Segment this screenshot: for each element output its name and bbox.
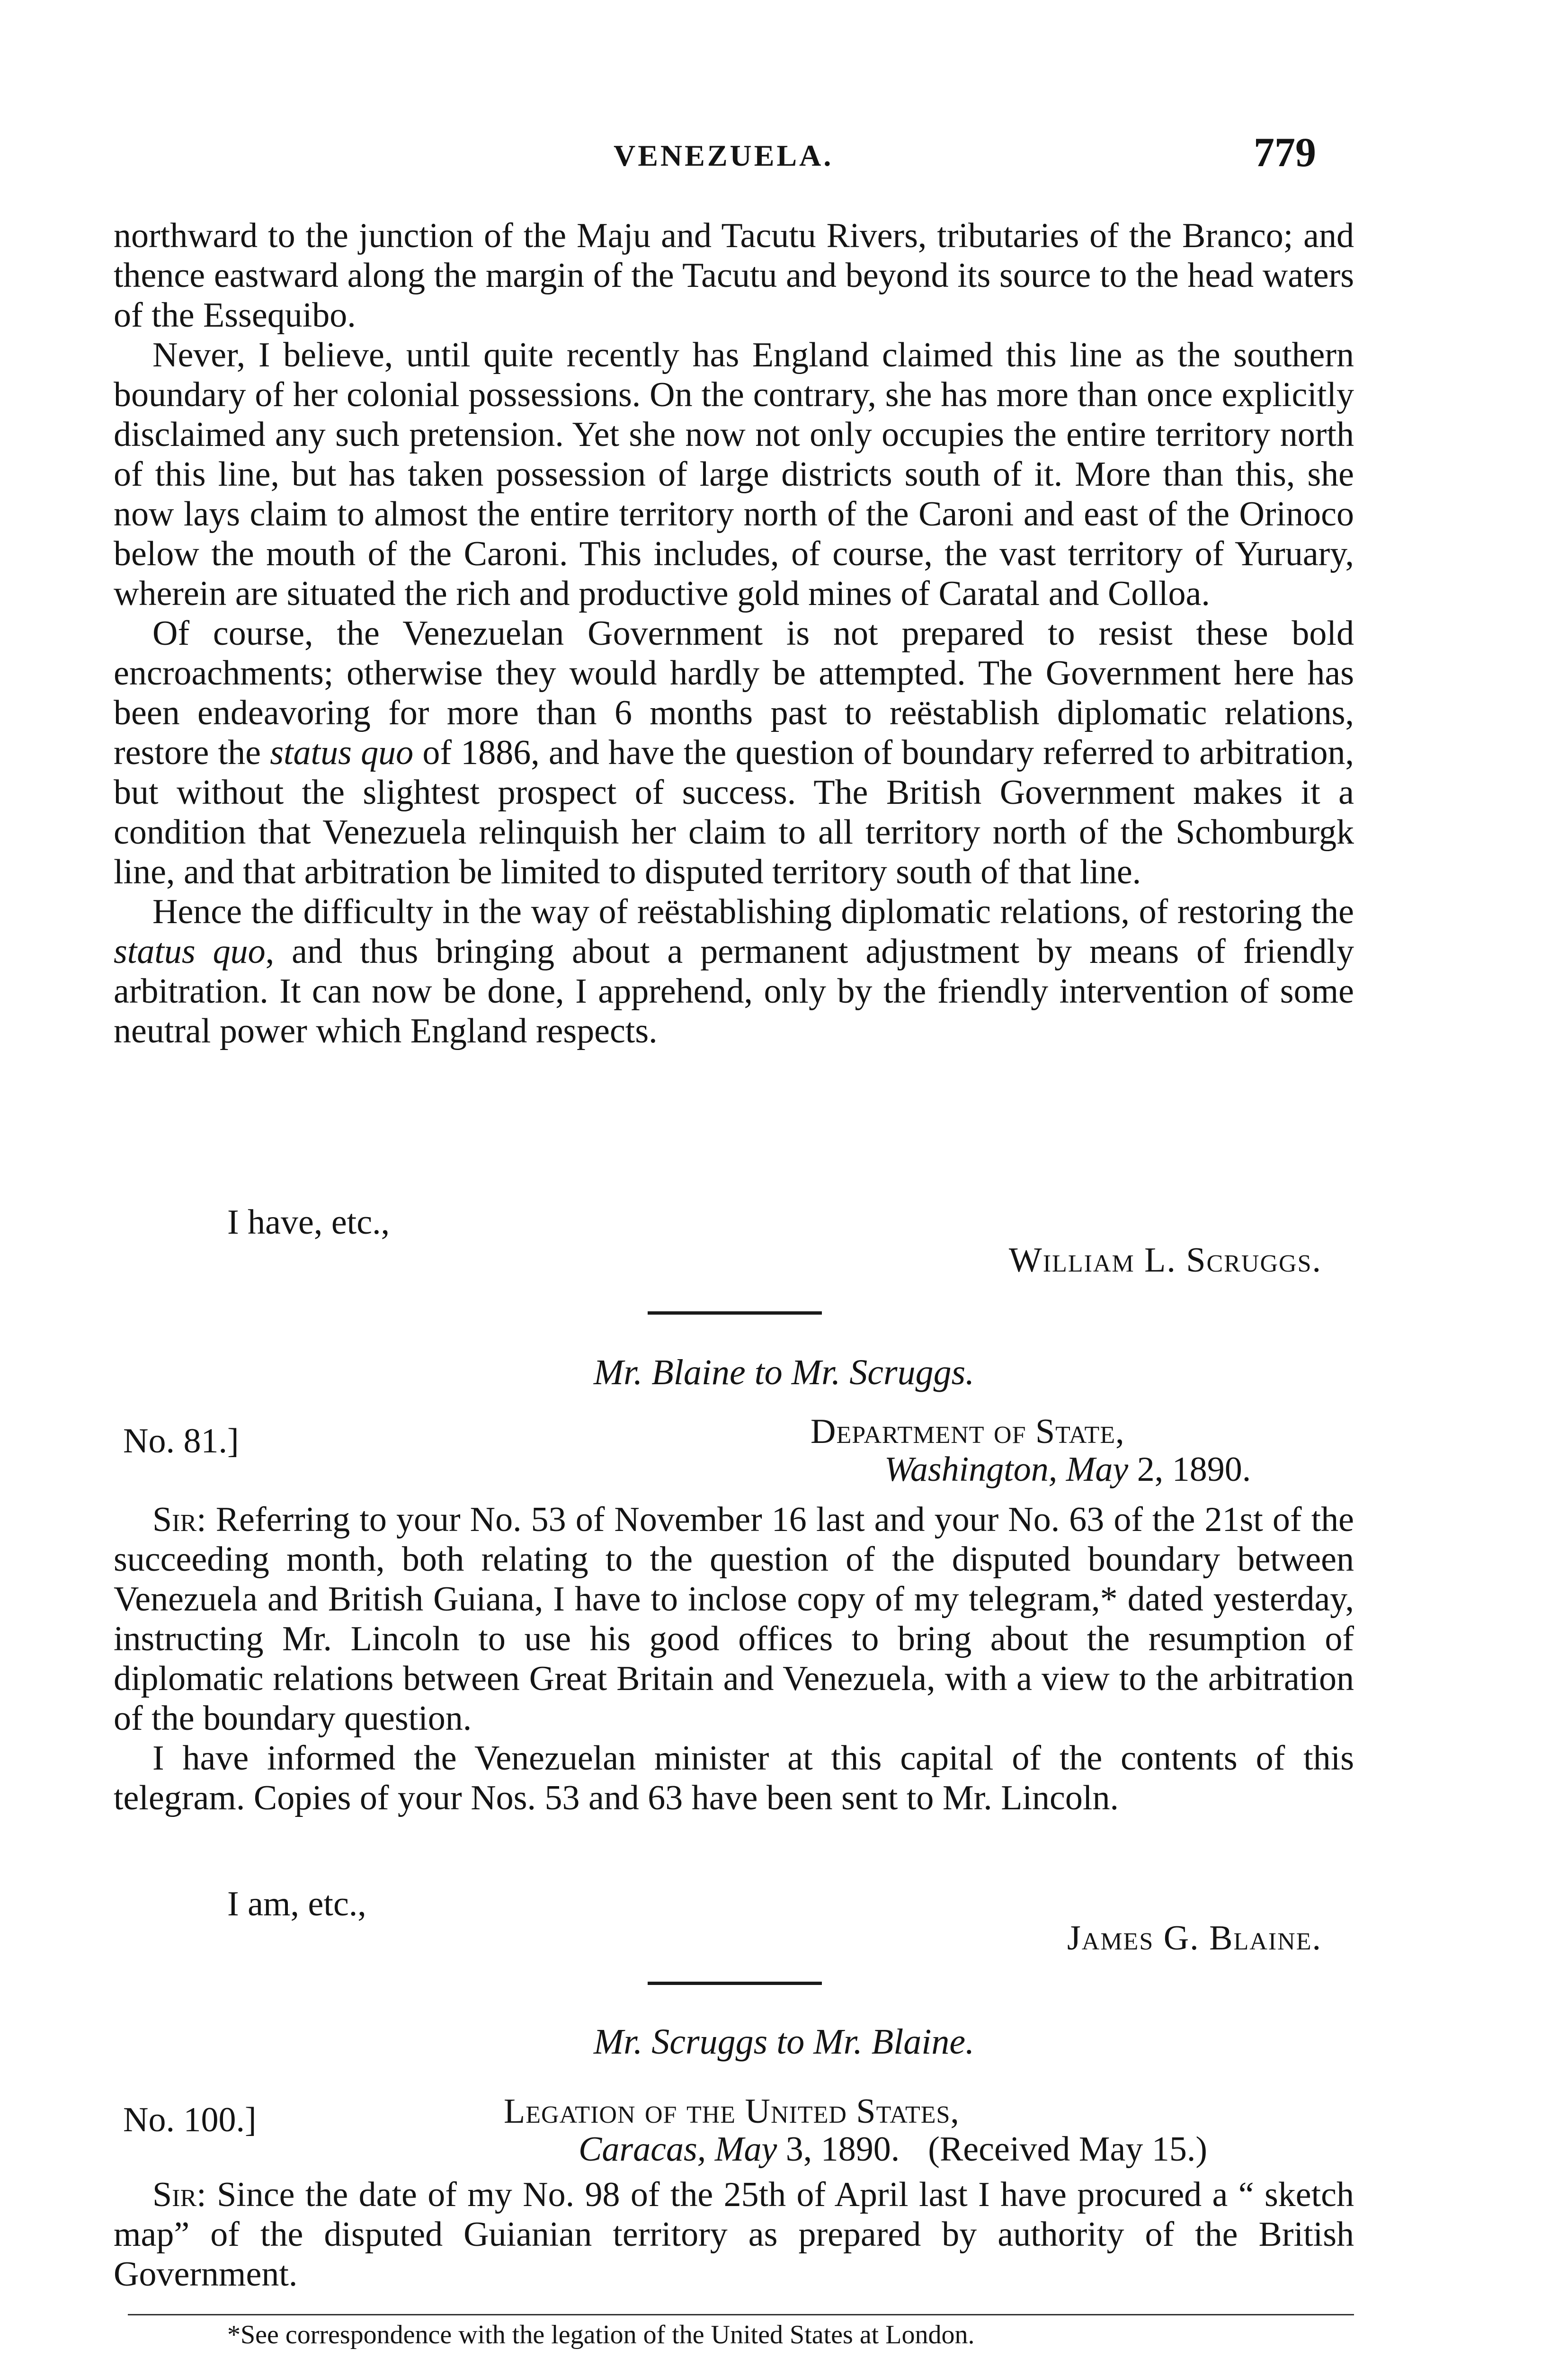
place: Caracas, May	[579, 2130, 777, 2169]
salutation: Sir	[152, 1500, 197, 1539]
sender-office: Legation of the United States,	[504, 2092, 960, 2131]
place: Washington, May	[884, 1450, 1129, 1489]
letter1-body	[114, 216, 1354, 1051]
paragraph	[114, 614, 1354, 892]
paragraph: I have informed the Venezuelan minister at this capital of the contents of this telegram. Copies of your Nos. 53 and 63 have been sent to Mr. Lincoln.	[114, 1739, 1354, 1817]
letter-heading: Mr. Blaine to Mr. Scruggs.	[593, 1353, 975, 1392]
letter2-body	[114, 1500, 1354, 1818]
date: 3, 1890.	[777, 2130, 900, 2169]
paragraph-text: , and thus bringing about a permanent adjustment by means of friendly arbitration. It can now be done, I apprehend, only by the friendly intervention of some neutral power which England respects.	[114, 932, 1354, 1050]
separator-rule	[648, 1982, 822, 1985]
paragraph-text: : Referring to your No. 53 of November 16 last and your No. 63 of the 21st of the succeeding month, both relating to the question of the disputed boundary between Venezuela and British Guiana, I have to inclose copy of my telegram,* dated yesterday, instructing Mr. Lincoln to use his good offices to bring about the resumption of diplomatic relations between Great Britain and Venezuela, with a view to the arbitration of the boundary question.	[114, 1500, 1354, 1738]
footnote: *See correspondence with the legation of the United States at London.	[227, 2320, 975, 2349]
italic-phrase: status quo	[114, 932, 266, 971]
date: 2, 1890.	[1128, 1450, 1251, 1489]
document-number: No. 81.]	[123, 1422, 239, 1460]
letter3-body	[114, 2175, 1354, 2294]
signature: James G. Blaine.	[1067, 1919, 1322, 1958]
closing: I have, etc.,	[227, 1203, 390, 1242]
paragraph-text: of 1886, and have the question of boundary referred to arbitration, but without the slightest prospect of success. The British Government makes it a condition that Venezuela relinquish her claim to all territory north of the Schomburgk line, and that arbitration be limited to disputed territory south of that line.	[114, 733, 1354, 891]
closing: I am, etc.,	[227, 1885, 366, 1923]
signature: William L. Scruggs.	[1008, 1241, 1322, 1280]
running-header-title: VENEZUELA.	[614, 139, 834, 172]
document-number: No. 100.]	[123, 2100, 257, 2139]
paragraph-text: Of course, the Venezuelan Government is not prepared to resist these bold encroachments; otherwise they would hardly be attempted. The Government here has been endeavoring for more than 6 months past to reëstablish diplomatic relations, restore the	[114, 614, 1354, 772]
place-date	[579, 2129, 1207, 2170]
paragraph: northward to the junction of the Maju and Tacutu Rivers, tributaries of the Branco; and thence eastward along the margin of the Tacutu and beyond its source to the head waters of the Essequibo.	[114, 216, 1354, 335]
paragraph	[114, 2175, 1354, 2294]
paragraph-text: Hence the difficulty in the way of reëstablishing diplomatic relations, of restoring the	[152, 892, 1354, 931]
received-note: (Received May 15.)	[928, 2130, 1208, 2169]
paragraph-text: : Since the date of my No. 98 of the 25th of April last I have procured a “ sketch map” of the disputed Guianian territory as prepared by authority of the British Government.	[114, 2175, 1354, 2294]
letter-heading: Mr. Scruggs to Mr. Blaine.	[593, 2022, 975, 2062]
sender-office: Department of State,	[811, 1412, 1125, 1451]
place-date	[884, 1450, 1251, 1490]
page-number: 779	[1254, 130, 1316, 176]
footnote-rule	[128, 2314, 1354, 2315]
separator-rule	[648, 1311, 822, 1315]
salutation: Sir	[152, 2175, 197, 2214]
italic-phrase: status quo	[270, 733, 414, 772]
paragraph	[114, 1500, 1354, 1738]
paragraph	[114, 892, 1354, 1051]
paragraph: Never, I believe, until quite recently has England claimed this line as the southern boundary of her colonial possessions. On the contrary, she has more than once explicitly disclaimed any such pretension. Yet she now not only occupies the entire territory north of this line, but has taken possession of large districts south of it. More than this, she now lays claim to almost the entire territory north of the Caroni and east of the Orinoco below the mouth of the Caroni. This includes, of course, the vast territory of Yuruary, wherein are situated the rich and productive gold mines of Caratal and Colloa.	[114, 336, 1354, 613]
